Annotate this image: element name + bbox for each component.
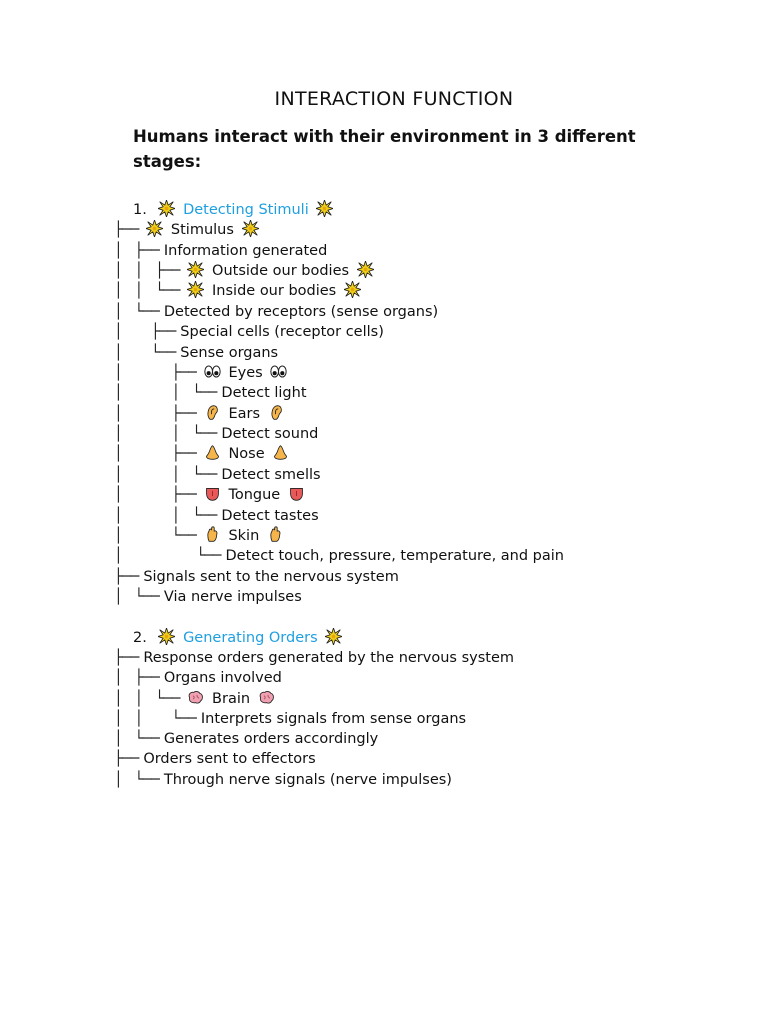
tree-label: Detect tastes — [221, 508, 319, 524]
brain-icon — [187, 689, 204, 706]
tree-label: Stimulus — [170, 222, 234, 238]
hand-icon — [267, 526, 284, 543]
collision-star-icon — [316, 200, 333, 217]
tree-node-ears: │ ├── Ears — [114, 404, 288, 424]
tree-node-interprets: │ │ └── Interprets signals from sense organs — [114, 711, 467, 727]
section-2-number: 2. — [133, 630, 147, 646]
tree-label: Detect touch, pressure, temperature, and pain — [225, 548, 564, 564]
tree-node-info-generated: │ ├── Information generated — [114, 243, 328, 259]
collision-star-icon — [158, 628, 175, 645]
ear-icon — [204, 404, 221, 421]
tree-node-response-orders: ├── Response orders generated by the nervous system — [114, 650, 514, 666]
tree-label: Inside our bodies — [212, 283, 337, 299]
tree-node-special-cells: │ ├── Special cells (receptor cells) — [114, 324, 384, 340]
page-title: INTERACTION FUNCTION — [274, 88, 514, 110]
tree-label: Tongue — [228, 487, 281, 503]
tree-label: Generates orders accordingly — [163, 731, 379, 747]
tree-label: Nose — [228, 446, 265, 462]
tree-node-brain: │ │ └── Brain — [114, 689, 278, 709]
section-1-number: 1. — [133, 202, 147, 218]
tree-node-organs-involved: │ ├── Organs involved — [114, 670, 282, 686]
tree-node-detect-smells: │ │ └── Detect smells — [114, 467, 321, 483]
tree-node-detect-sound: │ │ └── Detect sound — [114, 426, 319, 442]
intro-line-2: stages: — [133, 152, 202, 171]
tree-node-signals-sent: ├── Signals sent to the nervous system — [114, 569, 399, 585]
tree-node-orders-sent: ├── Orders sent to effectors — [114, 751, 316, 767]
collision-star-icon — [242, 220, 259, 237]
tongue-icon — [204, 485, 221, 502]
collision-star-icon — [187, 261, 204, 278]
tree-node-inside: │ │ └── Inside our bodies — [114, 281, 364, 301]
tree-node-generates: │ └── Generates orders accordingly — [114, 731, 379, 747]
tree-label: Ears — [228, 406, 261, 422]
nose-icon — [272, 444, 289, 461]
tree-label: Outside our bodies — [212, 263, 350, 279]
intro-line-1: Humans interact with their environment in 3 different — [133, 127, 636, 146]
tree-node-via-nerve: │ └── Via nerve impulses — [114, 589, 302, 605]
tree-label: Interprets signals from sense organs — [200, 711, 467, 727]
eyes-icon — [270, 363, 287, 380]
tree-node-stimulus: ├── Stimulus — [114, 220, 262, 240]
collision-star-icon — [146, 220, 163, 237]
tree-label: Through nerve signals (nerve impulses) — [163, 772, 452, 788]
tree-node-detect-touch: │ └── Detect touch, pressure, temperature, and pain — [114, 548, 564, 564]
intro-paragraph — [133, 124, 653, 174]
section-2-heading — [133, 628, 345, 648]
tree-label: Via nerve impulses — [163, 589, 302, 605]
tree-label: Skin — [228, 528, 260, 544]
section-1-title: Detecting Stimuli — [183, 202, 309, 218]
tree-label: Information generated — [163, 243, 328, 259]
collision-star-icon — [325, 628, 342, 645]
collision-star-icon — [158, 200, 175, 217]
tree-node-detect-tastes: │ │ └── Detect tastes — [114, 508, 319, 524]
tree-node-detected-by: │ └── Detected by receptors (sense organs) — [114, 304, 439, 320]
tongue-icon — [288, 485, 305, 502]
tree-node-skin: │ └── Skin — [114, 526, 287, 546]
tree-label: Sense organs — [180, 345, 279, 361]
tree-label: Orders sent to effectors — [143, 751, 316, 767]
tree-label: Detect sound — [221, 426, 319, 442]
tree-node-detect-light: │ │ └── Detect light — [114, 385, 307, 401]
nose-icon — [204, 444, 221, 461]
tree-label: Detect light — [221, 385, 307, 401]
tree-label: Detected by receptors (sense organs) — [163, 304, 439, 320]
tree-node-tongue: │ ├── Tongue — [114, 485, 308, 505]
tree-label: Special cells (receptor cells) — [180, 324, 384, 340]
tree-node-outside: │ │ ├── Outside our bodies — [114, 261, 377, 281]
tree-node-sense-organs: │ └── Sense organs — [114, 345, 279, 361]
collision-star-icon — [187, 281, 204, 298]
section-1-heading — [133, 200, 336, 220]
eyes-icon — [204, 363, 221, 380]
tree-label: Eyes — [228, 365, 263, 381]
hand-icon — [204, 526, 221, 543]
tree-node-nose: │ ├── Nose — [114, 444, 292, 464]
tree-label: Detect smells — [221, 467, 321, 483]
tree-node-through-nerve: │ └── Through nerve signals (nerve impulses) — [114, 772, 452, 788]
tree-label: Signals sent to the nervous system — [143, 569, 399, 585]
tree-label: Brain — [212, 691, 251, 707]
tree-label: Response orders generated by the nervous system — [143, 650, 514, 666]
collision-star-icon — [357, 261, 374, 278]
ear-icon — [268, 404, 285, 421]
section-2-title: Generating Orders — [183, 630, 318, 646]
tree-label: Organs involved — [163, 670, 282, 686]
brain-icon — [258, 689, 275, 706]
collision-star-icon — [344, 281, 361, 298]
tree-node-eyes: │ ├── Eyes — [114, 363, 290, 383]
